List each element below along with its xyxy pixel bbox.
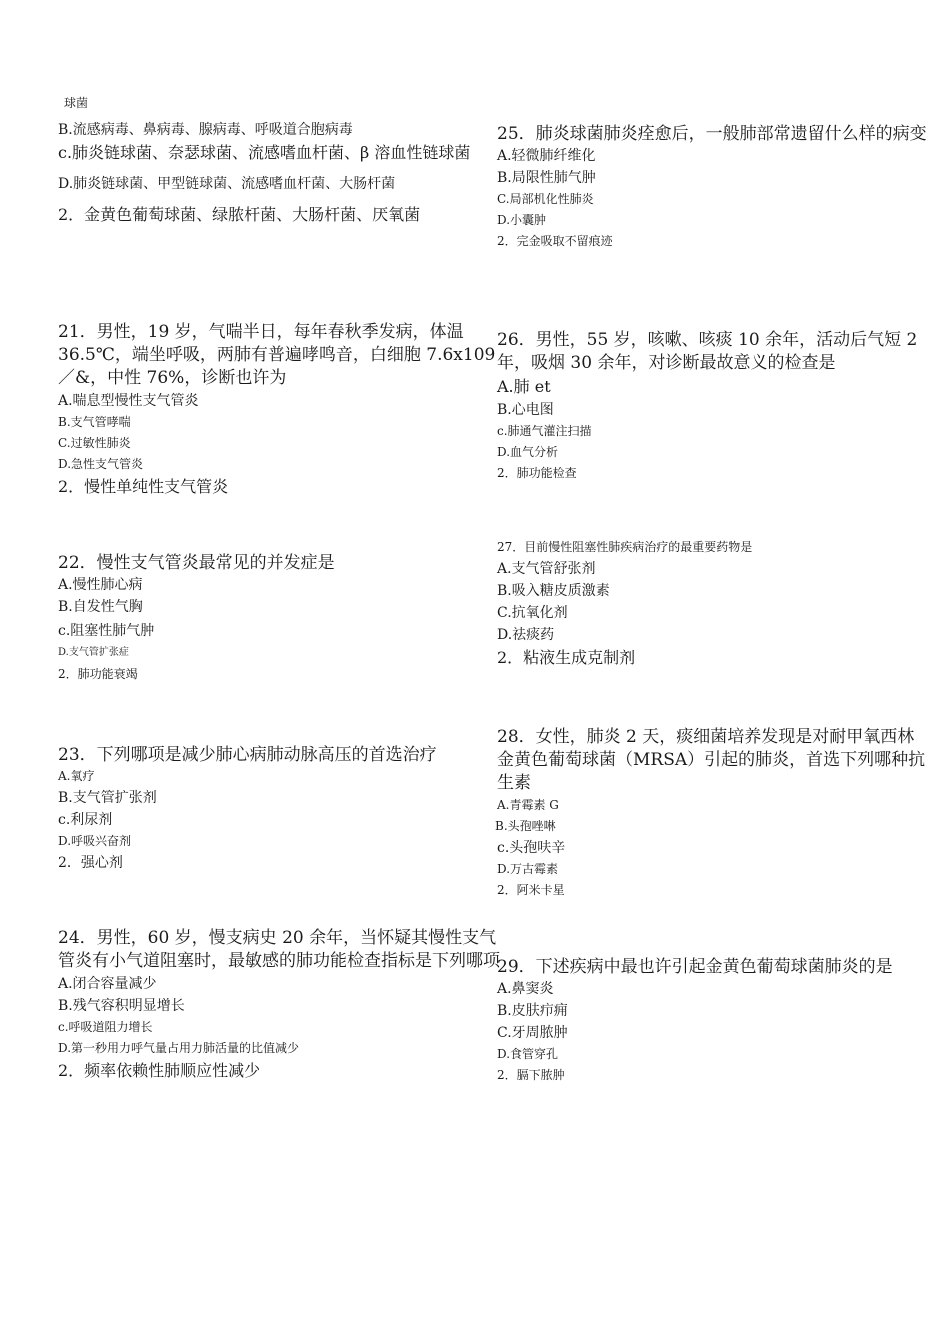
option-b: B.吸入糖皮质激素 xyxy=(497,583,610,599)
option-d: D.祛痰药 xyxy=(497,627,555,643)
option-e: 2．肺功能衰竭 xyxy=(58,667,138,681)
option-a: A.青霉素 G xyxy=(497,798,559,812)
option-a: A.氧疗 xyxy=(58,769,95,783)
question-stem: 26．男性，55 岁，咳嗽、咳痰 10 余年，活动后气短 2 年，吸烟 30 余年，对诊断最故意义的检查是 xyxy=(497,330,918,373)
option-a: A.轻微肺纤维化 xyxy=(497,148,596,164)
option-b: B.支气管哮喘 xyxy=(58,415,131,429)
option-c: C.过敏性肺炎 xyxy=(58,436,131,450)
option-d: D.急性支气管炎 xyxy=(58,457,144,471)
question-stem: 29．下述疾病中最也许引起金黄色葡萄球菌肺炎的是 xyxy=(497,957,893,977)
option-d: D.第一秒用力呼气量占用力肺活量的比值减少 xyxy=(58,1041,300,1055)
question-stem: 22．慢性支气管炎最常见的并发症是 xyxy=(58,553,335,573)
option-e: 2．膈下脓肿 xyxy=(497,1068,565,1082)
question-21 xyxy=(58,321,508,499)
question-28 xyxy=(497,726,927,901)
option-d: D.小囊肿 xyxy=(497,213,547,227)
option-c: C.局部机化性肺炎 xyxy=(497,192,594,206)
question-22 xyxy=(58,552,508,685)
option-d: D.血气分析 xyxy=(497,445,559,459)
option-b: B.支气管扩张剂 xyxy=(58,790,157,806)
option-d: D.呼吸兴奋剂 xyxy=(58,834,132,848)
option-a-fragment: 球菌 xyxy=(64,96,89,110)
option-b: B.心电图 xyxy=(497,402,554,418)
option-a: A.慢性肺心病 xyxy=(58,577,143,593)
option-b: B.自发性气胸 xyxy=(58,599,143,615)
option-e: 2．完金吸取不留痕迹 xyxy=(497,234,613,248)
question-29 xyxy=(497,956,927,1086)
question-26 xyxy=(497,329,927,484)
option-a: A.肺 et xyxy=(497,377,551,396)
option-e: 2．肺功能检查 xyxy=(497,466,577,480)
question-stem: 23．下列哪项是减少肺心病肺动脉高压的首选治疗 xyxy=(58,745,437,765)
question-27 xyxy=(497,537,927,670)
option-e: 2．粘液生成克制剂 xyxy=(497,648,636,667)
option-c: C.抗氧化剂 xyxy=(497,605,568,621)
option-d: D.支气管扩张症 xyxy=(58,647,129,658)
question-20-continued xyxy=(58,93,508,227)
option-e: 2．阿米卡星 xyxy=(497,883,565,897)
option-b: B.头孢唑啉 xyxy=(495,819,556,833)
question-24 xyxy=(58,927,508,1083)
option-b: B.局限性肺气肿 xyxy=(497,170,596,186)
option-c: c.阻塞性肺气肿 xyxy=(58,623,155,639)
option-c: c.肺炎链球菌、奈瑟球菌、流感嗜血杆菌、β 溶血性链球菌 xyxy=(58,143,471,162)
option-c: c.肺通气灌注扫描 xyxy=(497,424,592,438)
question-stem: 21．男性，19 岁，气喘半日，每年春秋季发病，体温 36.5℃，端坐呼吸，两肺有普遍哮鸣音，白细胞 7.6x109／&，中性 76%，诊断也许为 xyxy=(58,322,496,388)
option-a: A.喘息型慢性支气管炎 xyxy=(58,393,199,409)
option-a: A.鼻窦炎 xyxy=(497,981,554,997)
option-c: c.呼吸道阻力增长 xyxy=(58,1020,153,1034)
option-e: 2．金黄色葡萄球菌、绿脓杆菌、大肠杆菌、厌氧菌 xyxy=(58,205,421,224)
question-stem: 28．女性，肺炎 2 天，痰细菌培养发现是对耐甲氧西林金黄色葡萄球菌（MRSA）引起的肺炎，首选下列哪种抗生素 xyxy=(497,727,926,793)
question-25 xyxy=(497,123,927,252)
option-c: C.牙周脓肿 xyxy=(497,1025,568,1041)
question-23 xyxy=(58,744,508,874)
option-b: B.流感病毒、鼻病毒、腺病毒、呼吸道合胞病毒 xyxy=(58,122,353,138)
question-stem: 27．目前慢性阻塞性肺疾病治疗的最重要药物是 xyxy=(497,540,753,554)
option-c: c.利尿剂 xyxy=(58,812,113,828)
question-stem: 25．肺炎球菌肺炎痊愈后，一般肺部常遗留什么样的病变 xyxy=(497,124,927,144)
option-a: A.闭合容量减少 xyxy=(58,976,157,992)
option-d: D.食管穿孔 xyxy=(497,1047,559,1061)
option-d: D.万古霉素 xyxy=(497,862,559,876)
question-stem: 24．男性，60 岁，慢支病史 20 余年，当怀疑其慢性支气管炎有小气道阻塞时，最敏感的肺功能检查指标是下列哪项 xyxy=(58,928,500,971)
option-b: B.残气容积明显增长 xyxy=(58,998,185,1014)
option-e: 2．慢性单纯性支气管炎 xyxy=(58,477,229,496)
option-c: c.头孢呋辛 xyxy=(497,840,566,856)
option-d: D.肺炎链球菌、甲型链球菌、流感嗜血杆菌、大肠杆菌 xyxy=(58,176,396,192)
option-b: B.皮肤疖痈 xyxy=(497,1003,568,1019)
option-e: 2．频率依赖性肺顺应性减少 xyxy=(58,1061,261,1080)
option-a: A.支气管舒张剂 xyxy=(497,561,596,577)
option-e: 2．强心剂 xyxy=(58,855,123,871)
